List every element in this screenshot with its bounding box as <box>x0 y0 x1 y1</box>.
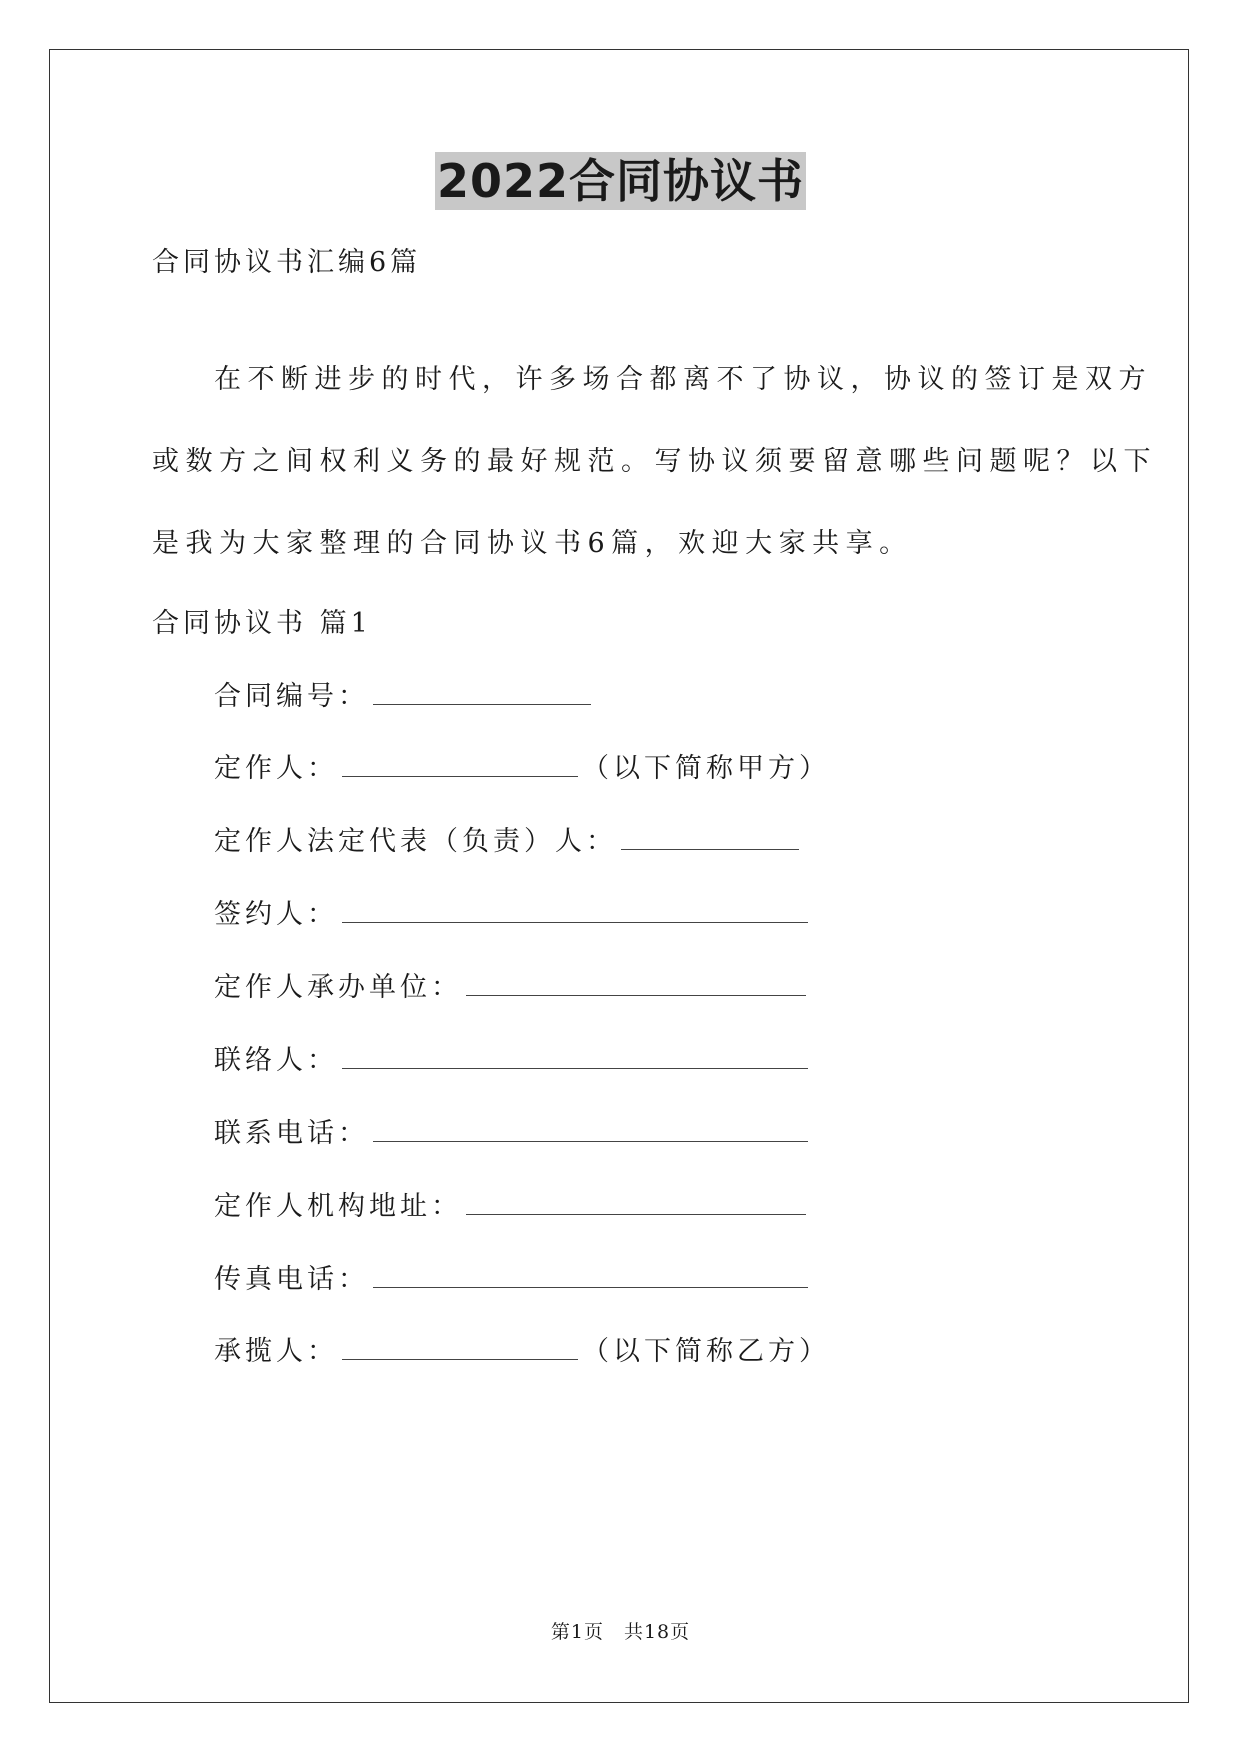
intro-line-1: 在不断进步的时代，许多场合都离不了协议，协议的签订是双方 <box>214 364 1152 395</box>
intro-line-3: 是我为大家整理的合同协议书6篇，欢迎大家共享。 <box>152 528 913 559</box>
field-orderer <box>214 752 830 786</box>
field-fax-phone <box>214 1263 812 1297</box>
fill-in-blank[interactable] <box>373 1119 808 1142</box>
field-label: 传真电话： <box>214 1264 369 1295</box>
field-label: 定作人承办单位： <box>214 972 462 1003</box>
field-suffix: （以下简称甲方） <box>582 753 830 784</box>
field-label: 定作人法定代表（负责）人： <box>214 826 617 857</box>
field-label: 签约人： <box>214 899 338 930</box>
field-label: 承揽人： <box>214 1336 338 1367</box>
fill-in-blank[interactable] <box>466 1192 806 1215</box>
fill-in-blank[interactable] <box>621 827 799 850</box>
page-footer: 第1页 共18页 <box>550 1621 691 1643</box>
field-contract-number <box>214 680 595 714</box>
field-contact-person <box>214 1044 812 1078</box>
fill-in-blank[interactable] <box>373 1265 808 1288</box>
fill-in-blank[interactable] <box>342 1337 578 1360</box>
section-heading: 合同协议书 篇1 <box>152 608 372 639</box>
fill-in-blank[interactable] <box>342 754 578 777</box>
field-suffix: （以下简称乙方） <box>582 1336 830 1367</box>
field-contractor <box>214 1335 830 1369</box>
title-container <box>0 152 1241 210</box>
fill-in-blank[interactable] <box>342 900 808 923</box>
page-border <box>49 49 1189 1703</box>
field-label: 合同编号： <box>214 681 369 712</box>
field-undertaking-unit <box>214 971 810 1005</box>
field-label: 联络人： <box>214 1045 338 1076</box>
fill-in-blank[interactable] <box>373 682 591 705</box>
field-legal-representative <box>214 825 803 859</box>
document-subtitle: 合同协议书汇编6篇 <box>152 247 422 278</box>
field-orderer-address <box>214 1190 810 1224</box>
intro-paragraph <box>152 339 1157 585</box>
field-label: 定作人： <box>214 753 338 784</box>
field-label: 联系电话： <box>214 1118 369 1149</box>
fill-in-blank[interactable] <box>342 1046 808 1069</box>
fill-in-blank[interactable] <box>466 973 806 996</box>
field-label: 定作人机构地址： <box>214 1191 462 1222</box>
field-signatory <box>214 898 812 932</box>
field-contact-phone <box>214 1117 812 1151</box>
document-title: 2022合同协议书 <box>436 154 805 208</box>
intro-line-2: 或数方之间权利义务的最好规范。写协议须要留意哪些问题呢？以下 <box>152 446 1157 477</box>
